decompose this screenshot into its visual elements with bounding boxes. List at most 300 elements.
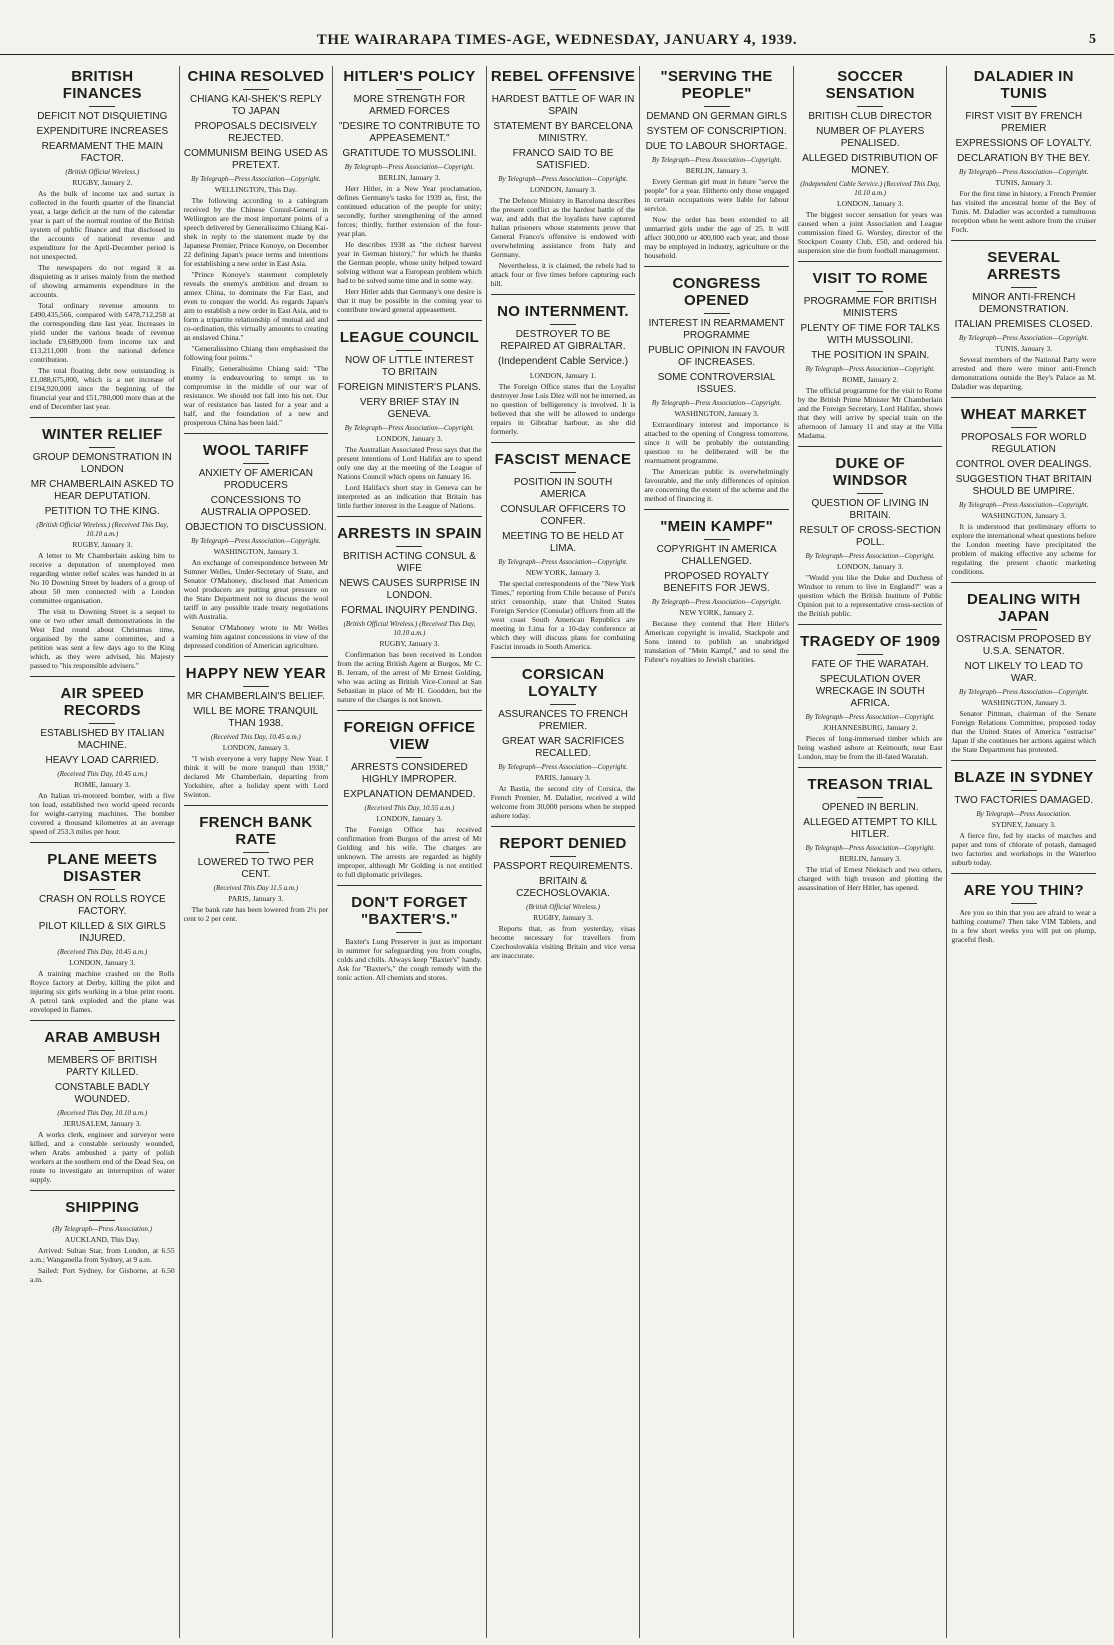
article-paragraph: Several members of the National Party were arrested and there were minor anti-French demonstrations outside the Bey's Palace as M. Daladier was departing. (951, 355, 1097, 391)
article-subheading: "DESIRE TO CONTRIBUTE TO APPEASEMENT." (338, 121, 481, 144)
article-paragraph: The following according to a cablegram received by the Chinese Consul-General in Wellington are the most important points of a speech delivered by Generalissimo Chiang Kai-shek in reply to the statement made by the Japanese Premier, Prince Konoye, on December 22 defining Japan's peace terms and intentions for establishing a new order in East Asia. (183, 196, 329, 268)
article-subheading: MINOR ANTI-FRENCH DEMONSTRATION. (972, 292, 1076, 315)
article-subheading: ESTABLISHED BY ITALIAN MACHINE. (40, 728, 165, 751)
article-credit: By Telegraph—Press Association—Copyright. (651, 399, 782, 407)
article-paragraph: The total floating debt now outstanding is £1,088,675,000, which is a net increase of £194,920,000 since the beginning of the financial year and £51,780,000 more than at the end of December last year. (30, 366, 175, 411)
article (951, 873, 1096, 944)
article-subheading: SUGGESTION THAT BRITAIN SHOULD BE UMPIRE. (955, 474, 1092, 497)
article-paragraph: Pieces of long-immersed timber which are being washed ashore at Keimouth, near East London, may be from the ill-fated Waratah. (797, 734, 943, 761)
article-headline: FOREIGN OFFICE VIEW (343, 719, 476, 753)
article-subheading: MEETING TO BE HELD AT LIMA. (502, 531, 624, 554)
article-headline: TREASON TRIAL (807, 776, 933, 793)
article-subheading: TWO FACTORIES DAMAGED. (954, 795, 1094, 806)
masthead (0, 28, 1114, 55)
headline-rule (1011, 903, 1037, 904)
article-subheading: CONSTABLE BADLY WOUNDED. (54, 1082, 150, 1105)
headline-rule (243, 89, 269, 90)
article-subheading: FOREIGN MINISTER'S PLANS. (337, 382, 481, 393)
headline-rule (396, 932, 422, 933)
article-dateline: ROME, January 3. (74, 780, 131, 789)
article-subheading: WILL BE MORE TRANQUIL THAN 1938. (193, 706, 319, 729)
headline-rule (89, 889, 115, 890)
article-subheading: HARDEST BATTLE OF WAR IN SPAIN (491, 94, 635, 117)
article-credit: By Telegraph—Press Association—Copyright. (805, 844, 935, 852)
article-subheading: COMMUNISM BEING USED AS PRETEXT. (183, 148, 328, 171)
article-paragraph: He describes 1938 as "the richest harvest year in German history," for which he thanks the German people, whose unity helped toward solving without war a European problem which had to be solved some time and in some way. (337, 240, 482, 285)
article-subheading: PETITION TO THE KING. (44, 506, 160, 517)
article-credit: By Telegraph—Press Association—Copyright. (651, 156, 782, 164)
article-subheading: DESTROYER TO BE REPAIRED AT GIBRALTAR. (500, 329, 626, 352)
column-3 (332, 66, 486, 1638)
article-headline: ARRESTS IN SPAIN (337, 525, 482, 542)
article-paragraph: For the first time in history, a French Premier has visited the ancestral home of the Bey of Tunis. M. Daladier was accorded a tumultuous reception when he went ashore from the cruiser Foch. (951, 189, 1097, 234)
article-subheading: ASSURANCES TO FRENCH PREMIER. (498, 709, 628, 732)
article-subheading: DUE TO LABOUR SHORTAGE. (645, 141, 788, 152)
headline-rule (243, 852, 269, 853)
article-dateline: BERLIN, January 3. (685, 166, 748, 175)
article-headline: SEVERAL ARRESTS (986, 249, 1061, 283)
article-headline: FASCIST MENACE (494, 451, 632, 468)
article-subheading: PROPOSALS FOR WORLD REGULATION (960, 432, 1087, 455)
article-subheading: SOME CONTROVERSIAL ISSUES. (657, 372, 776, 395)
article-paragraph: Extraordinary interest and importance is attached to the opening of Congress tomorrow, since it will be probably the outstanding question to be deliberated will be the rearmament programme. (644, 420, 789, 465)
article-dateline: NEW YORK, January 2. (679, 608, 754, 617)
article-paragraph: The Defence Ministry in Barcelona describes the present conflict as the hardest battle of the war, and adds that the loyalists have captured Italian prisoners whose statements prove that General Franco's offensive is endowed with overwhelming assistance from Italy and Germany. (490, 196, 636, 259)
masthead-title: THE WAIRARAPA TIMES-AGE, WEDNESDAY, JANUARY 4, 1939. (316, 32, 798, 48)
article-credit: By Telegraph—Press Association—Copyright. (805, 365, 935, 373)
article-dateline: NEW YORK, January 3. (525, 568, 601, 577)
article-subheading: CONTROL OVER DEALINGS. (955, 459, 1092, 470)
headline-rule (89, 723, 115, 724)
headline-rule (550, 324, 576, 325)
article-subheading: PASSPORT REQUIREMENTS. (493, 861, 633, 872)
article-paragraph: "Generalissimo Chiang then emphasised the following four points." (183, 344, 329, 362)
article-paragraph: "I wish everyone a very happy New Year. I think it will be more tranquil than 1938," declared Mr Chamberlain, departing from Yorkshire, after a holiday spent with Lord Swinton. (183, 754, 329, 799)
headline-rule (550, 856, 576, 857)
article-paragraph: Sailed: Port Sydney, for Gisborne, at 6.50 a.m. (30, 1266, 175, 1284)
article-dateline: LONDON, January 3. (376, 434, 443, 443)
article-dateline: JERUSALEM, January 3. (63, 1119, 142, 1128)
article-paragraph: The visit to Downing Street is a sequel to one or two other small demonstrations in the West End round about Christmas time, organised by the same committee, and a petition was sent a few days ago to the King which, as they were advised, his Majesty passed to "his responsible advisers." (30, 607, 175, 670)
article-credit: By Telegraph—Press Association—Copyright. (344, 424, 475, 432)
article (798, 624, 943, 761)
article (951, 240, 1096, 391)
article-paragraph: The special correspondents of the "New York Times," reporting from Chile because of Peru's strict censorship, state that United States Foreign Service (Consular) officers from all the west coast South American Republics are meeting in Lima for a 10-day conference at which they will discuss plans for combating Fascist inroads in South America. (490, 579, 636, 651)
article (951, 760, 1096, 867)
article-headline: HAPPY NEW YEAR (185, 665, 327, 682)
column-7 (946, 66, 1100, 1638)
article (491, 826, 636, 960)
article-headline: "SERVING THE PEOPLE" (660, 68, 773, 102)
article-paragraph: Finally, Generalissimo Chiang said: "The enemy is endeavouring to tempt us to compromise in the middle of our war of resistance. We should not fall into his net. Our war of resistance has lasted for a year and a half, and the foundation of a new and prosperous China has been laid." (183, 364, 329, 427)
article-paragraph: The bank rate has been lowered from 2½ per cent to 2 per cent. (183, 905, 329, 923)
article-credit: By Telegraph—Press Association—Copyright. (191, 537, 321, 545)
article-credit: By Telegraph—Press Association—Copyright. (498, 558, 628, 566)
headline-rule (704, 539, 730, 540)
article-headline: TRAGEDY OF 1909 (800, 633, 941, 650)
article-headline: REBEL OFFENSIVE (490, 68, 636, 85)
article-paragraph: "Would you like the Duke and Duchess of Windsor to return to live in England?" was a question which the British Institute of Public Opinion put to a representative cross-section of the British public. (797, 573, 943, 618)
article-subheading: SPECULATION OVER WRECKAGE IN SOUTH AFRICA. (815, 674, 925, 709)
article-paragraph: Confirmation has been received in London from the acting British Agent at Burgos, Mr C. B. Jerram, of the arrest of Mr Ernest Golding, who was acting as British Vice-Consul at San Sebastian in place of Mr H. Goodden, but the nature of the charges is not known. (337, 650, 482, 704)
article-subheading: DECLARATION BY THE BEY. (957, 153, 1091, 164)
article-paragraph: The official programme for the visit to Rome by the British Prime Minister Mr Chamberlain and the Foreign Secretary, Lord Halifax, shows that they will arrive by special train on the afternoon of January 11 and stay at the Villa Madama. (797, 386, 943, 440)
headline-rule (1011, 790, 1037, 791)
article-dateline: RUGBY, January 3. (72, 540, 133, 549)
article (798, 446, 943, 618)
headline-rule (704, 106, 730, 107)
article-subheading: PROGRAMME FOR BRITISH MINISTERS (803, 296, 937, 319)
article-dateline: SYDNEY, January 3. (991, 820, 1056, 829)
article-dateline: AUCKLAND, This Day. (64, 1235, 140, 1244)
article-subheading: EXPLANATION DEMANDED. (343, 789, 476, 800)
headline-rule (1011, 427, 1037, 428)
article-paragraph: Total ordinary revenue amounts to £490,435,566, compared with £478,712,258 at the corresponding date last year. Increases in yield under the various heads of revenue include £9,689,000 from income tax and £13,211,000 from the national defence contribution. (30, 301, 175, 364)
article (798, 767, 943, 892)
article-subheading: ITALIAN PREMISES CLOSED. (954, 319, 1093, 330)
column-4 (486, 66, 640, 1638)
headline-rule (550, 89, 576, 90)
article-subheading: OSTRACISM PROPOSED BY U.S.A. SENATOR. (956, 634, 1092, 657)
article-headline: REPORT DENIED (499, 835, 627, 852)
article (30, 68, 175, 411)
article-dateline: TUNIS, January 3. (995, 178, 1053, 187)
article-subheading: DEFICIT NOT DISQUIETING (37, 111, 168, 122)
article (184, 805, 329, 923)
article-headline: AIR SPEED RECORDS (60, 685, 145, 719)
article-dateline: BERLIN, January 3. (378, 173, 441, 182)
article-headline: DUKE OF WINDSOR (832, 455, 908, 489)
article-dateline: PARIS, January 3. (228, 894, 284, 903)
article-subheading: PUBLIC OPINION IN FAVOUR OF INCREASES. (648, 345, 786, 368)
article-paragraph: Every German girl must in future "serve the people" for a year. Hitherto only those engaged in certain occupations were liable for labour service. (644, 177, 789, 213)
article-credit: (Received This Day, 10.45 a.m.) (57, 770, 148, 778)
article-paragraph: Senator O'Mahoney wrote to Mr Welles warning him against concessions in view of the depressed condition of American agriculture. (183, 623, 329, 650)
article-paragraph: Herr Hitler adds that Germany's one desire is that it may be possible in the coming year to contribute toward general appeasement. (337, 287, 482, 314)
article-credit: By Telegraph—Press Association—Copyright. (191, 175, 321, 183)
article-subheading: FRANCO SAID TO BE SATISFIED. (512, 148, 614, 171)
article-credit: By Telegraph—Press Association—Copyright. (651, 598, 782, 606)
headline-rule (857, 654, 883, 655)
article-subheading: STATEMENT BY BARCELONA MINISTRY. (493, 121, 633, 144)
headline-rule (550, 472, 576, 473)
article-paragraph: A training machine crashed on the Rolls Royce factory at Derby, killing the pilot and injuring six girls working in a blue print room. A petrol tank exploded and the plane was enveloped in flames. (30, 969, 175, 1014)
article (798, 68, 943, 255)
article-paragraph: Nevertheless, it is claimed, the rebels had to attack four or five times before capturing each hill. (490, 261, 636, 288)
article-subheading: ANXIETY OF AMERICAN PRODUCERS (198, 468, 314, 491)
article-paragraph: The American public is overwhelmingly favourable, and the only differences of opinion are concerning the extent of the scheme and the method of financing it. (644, 467, 789, 503)
article-paragraph: An Italian tri-motored bomber, with a five ton load, established two world speed records for weight-carrying machines. The bomber covered a thousand kilometres at an average speed of 253.3 miles per hour. (30, 791, 175, 836)
article-paragraph: Arrived: Sultan Star, from London, at 6.55 a.m.; Wanganella from Sydney, at 9 a.m. (30, 1246, 175, 1264)
article-subheading: (Independent Cable Service.) (497, 356, 629, 367)
article-credit: (Received This Day, 10.55 a.m.) (364, 804, 455, 812)
article (644, 266, 789, 503)
article-subheading: PROPOSED ROYALTY BENEFITS FOR JEWS. (663, 571, 770, 594)
article-credit: By Telegraph—Press Association. (976, 810, 1072, 818)
headline-rule (704, 313, 730, 314)
article-subheading: ALLEGED ATTEMPT TO KILL HITLER. (803, 817, 938, 840)
article-headline: PLANE MEETS DISASTER (47, 851, 158, 885)
headline-rule (857, 493, 883, 494)
article-headline: CHINA RESOLVED (187, 68, 325, 85)
article-headline: NO INTERNMENT. (497, 303, 629, 320)
article-headline: BRITISH FINANCES (62, 68, 142, 102)
article-dateline: LONDON, January 3. (222, 743, 289, 752)
article-dateline: WASHINGTON, January 3. (981, 698, 1066, 707)
article-headline: WHEAT MARKET (960, 406, 1087, 423)
article-credit: By Telegraph—Press Association—Copyright. (805, 552, 935, 560)
article-headline: ARAB AMBUSH (44, 1029, 161, 1046)
article-subheading: EXPRESSIONS OF LOYALTY. (955, 138, 1092, 149)
article-subheading: CONSULAR OFFICERS TO CONFER. (500, 504, 626, 527)
article-paragraph: Now the order has been extended to all unmarried girls under the age of 25. It will affect 300,000 or 400,000 each year, and those may be employed in industry, agriculture or the household. (644, 215, 789, 260)
article-subheading: NEWS CAUSES SURPRISE IN LONDON. (339, 578, 480, 601)
article-paragraph: Lord Halifax's short stay in Geneva can be interpreted as an indication that Britain has little further interest in the League of Nations. (337, 483, 482, 510)
column-6 (793, 66, 947, 1638)
article-paragraph: "Prince Konoye's statement completely reveals the enemy's ambition and dream to annex China, to dominate the Far East, and even to conquer the world. As regards Japan's aim to establish a new order in East Asia, and to form a tripartite relationship of mutual aid and co-ordination, this virtually amounts to creating an enslaved China." (183, 270, 329, 342)
headline-rule (396, 757, 422, 758)
article (184, 68, 329, 427)
article-dateline: PARIS, January 3. (535, 773, 591, 782)
article (951, 397, 1096, 576)
article-paragraph: An exchange of correspondence between Mr Sumner Welles, Under-Secretary of State, and Senator O'Mahoney, disclosed that American wool producers are putting great pressure on the State Department not to discuss the wool tariff in any possible trade treaty negotiations with Australia. (183, 558, 329, 621)
article (30, 417, 175, 670)
article-paragraph: The Foreign Office has received confirmation from Burgos of the arrest of Mr Golding and his wife. The charges are unknown. The arrests are regarded as highly improper, although Mr Golding is not entitled to full diplomatic privileges. (337, 825, 482, 879)
article-subheading: GROUP DEMONSTRATION IN LONDON (32, 452, 172, 475)
article-credit: (Received This Day 11.5 a.m.) (213, 884, 299, 892)
headline-rule (1011, 629, 1037, 630)
article-subheading: GREAT WAR SACRIFICES RECALLED. (501, 736, 625, 759)
article-credit: (British Official Wireless.) (526, 903, 600, 911)
headline-rule (89, 1220, 115, 1221)
article-credit: (By Telegraph—Press Association.) (52, 1225, 153, 1233)
article-subheading: ALLEGED DISTRIBUTION OF MONEY. (802, 153, 939, 176)
article-subheading: MORE STRENGTH FOR ARMED FORCES (353, 94, 466, 117)
article (491, 442, 636, 651)
article-credit: (Received This Day, 10.10 a.m.) (57, 1109, 148, 1117)
article-paragraph: The trial of Ernest Niekisch and two others, charged with high treason and plotting the assassination of Herr Hitler, has opened. (797, 865, 943, 892)
article-subheading: DEMAND ON GERMAN GIRLS (646, 111, 787, 122)
article-credit: (British Official Wireless.) (Received This Day, 10.10 a.m.) (36, 521, 169, 538)
article-headline: WINTER RELIEF (42, 426, 163, 443)
headline-rule (857, 291, 883, 292)
article-credit: (Received This Day, 10.45 a.m.) (210, 733, 301, 741)
article-dateline: RUGBY, January 3. (533, 913, 593, 922)
headline-rule (89, 1050, 115, 1051)
article-headline: BLAZE IN SYDNEY (954, 769, 1094, 786)
article-paragraph: A works clerk, engineer and surveyor were killed, and a constable seriously wounded, when Arabs ambushed a party of polish workers at the southern end of the Dead Sea, on route to investigate an interruption of water supply. (30, 1130, 175, 1184)
article-credit: By Telegraph—Press Association—Copyright. (959, 334, 1089, 342)
headline-rule (243, 686, 269, 687)
article-dateline: JOHANNESBURG, January 2. (823, 723, 918, 732)
article-subheading: HEAVY LOAD CARRIED. (45, 755, 160, 766)
article-credit: (Received This Day, 10.45 a.m.) (57, 948, 148, 956)
article-subheading: COPYRIGHT IN AMERICA CHALLENGED. (656, 544, 777, 567)
article-headline: SHIPPING (65, 1199, 140, 1216)
article-credit: By Telegraph—Press Association—Copyright. (498, 763, 628, 771)
headline-rule (550, 704, 576, 705)
article-subheading: POSITION IN SOUTH AMERICA (513, 477, 613, 500)
article-dateline: BERLIN, January 3. (839, 854, 901, 863)
column-5 (639, 66, 793, 1638)
article-dateline: LONDON, January 3. (837, 199, 904, 208)
article-dateline: WASHINGTON, January 3. (981, 511, 1066, 520)
article-paragraph: The Australian Associated Press says that the present intentions of Lord Halifax are to spend only one day at the meeting of the League of Nations Council which opens on January 16. (337, 445, 482, 481)
headline-rule (1011, 106, 1037, 107)
article-subheading: FIRST VISIT BY FRENCH PREMIER (965, 111, 1083, 134)
article-paragraph: The newspapers do not regard it as disquieting as it arises mainly from the method of showing armaments expenditure in the accounts. (30, 263, 175, 299)
article-paragraph: Reports that, as from yesterday, visas become necessary for travellers from Czechoslovakia visiting Britain and vice versa are inaccurate. (490, 924, 636, 960)
article-dateline: LONDON, January 3. (376, 814, 443, 823)
article (644, 68, 789, 260)
article-dateline: WASHINGTON, January 3. (213, 547, 299, 556)
headline-rule (857, 106, 883, 107)
article-paragraph: Because they contend that Herr Hitler's American copyright is invalid, Stackpole and Sons intend to publish an unabridged translation of "Mein Kampf," and to send the Fuhrer's royalties to Jewish charities. (644, 619, 789, 664)
article (337, 516, 482, 704)
article-subheading: PROPOSALS DECISIVELY REJECTED. (194, 121, 318, 144)
article-subheading: FATE OF THE WARATAH. (811, 659, 929, 670)
article (798, 261, 943, 440)
article-subheading: NOW OF LITTLE INTEREST TO BRITAIN (344, 355, 474, 378)
article-subheading: PILOT KILLED & SIX GIRLS INJURED. (38, 921, 166, 944)
article-subheading: FORMAL INQUIRY PENDING. (341, 605, 478, 616)
article-paragraph: As the bulk of income tax and surtax is collected in the fourth quarter of the financial year, a large deficit at the turn of the calendar year is part of the normal routine of the British system of public finance and that disclosed in the accounts of national revenue and expenditure for the April-December period is not unexpected. (30, 189, 175, 261)
article-dateline: WELLINGTON, This Day. (214, 185, 297, 194)
article-subheading: THE POSITION IN SPAIN. (811, 350, 930, 361)
column-1 (26, 66, 179, 1638)
article-subheading: REARMAMENT THE MAIN FACTOR. (41, 141, 163, 164)
article-dateline: LONDON, January 3. (69, 958, 136, 967)
article-subheading: MEMBERS OF BRITISH PARTY KILLED. (47, 1055, 158, 1078)
article-headline: FRENCH BANK RATE (199, 814, 313, 848)
article-dateline: LONDON, January 1. (529, 371, 597, 380)
article-headline: "MEIN KAMPF" (660, 518, 774, 535)
article-paragraph: Baxter's Lung Preserver is just as important in summer for safeguarding you from coughs, colds and chills. Always keep "Baxter's" handy. Ask for "Baxter's," the cough remedy with the tonic action. All chemists and stores. (337, 937, 482, 982)
article-paragraph: At Bastia, the second city of Corsica, the French Premier, M. Daladier, received a wild welcome from 30,000 persons when he stepped ashore today. (490, 784, 636, 820)
article-headline: DALADIER IN TUNIS (973, 68, 1074, 102)
article-subheading: OPENED IN BERLIN. (821, 802, 919, 813)
article-credit: (British Official Wireless.) (Received This Day, 10.10 a.m.) (343, 620, 476, 637)
article-paragraph: The biggest soccer sensation for years was caused when a joint Association and League commission fined G. Worsley, director of the Stockport County Club, £50, and ordered his suspension sine die from football management. (797, 210, 943, 255)
article-paragraph: Herr Hitler, in a New Year proclamation, defines Germany's tasks for 1939 as, first, the continued education of the people for unity; secondly, further strengthening of the armed forces; thirdly, further extension of the four-year plan. (337, 184, 482, 238)
article-paragraph: The Foreign Office states that the Loyalist destroyer Jose Luis Diez will not be interned, as no question of belligerency is involved. It is believed that she will be allowed to undergo repairs in Gibraltar harbour, as she did formerly. (490, 382, 636, 436)
article-credit: (Independent Cable Service.) (Received This Day, 10.10 a.m.) (800, 180, 941, 197)
article-subheading: CHIANG KAI-SHEK'S REPLY TO JAPAN (189, 94, 322, 117)
article (184, 433, 329, 650)
article-subheading: PLENTY OF TIME FOR TALKS WITH MUSSOLINI. (800, 323, 940, 346)
page-number: 5 (1089, 32, 1096, 47)
headline-rule (396, 546, 422, 547)
article-subheading: BRITISH CLUB DIRECTOR (808, 111, 933, 122)
headline-rule (1011, 287, 1037, 288)
article-credit: (British Official Wireless.) (65, 168, 140, 176)
headline-rule (89, 447, 115, 448)
article-credit: By Telegraph—Press Association—Copyright. (805, 713, 935, 721)
article-credit: By Telegraph—Press Association—Copyright. (959, 688, 1089, 696)
article-subheading: ARRESTS CONSIDERED HIGHLY IMPROPER. (351, 762, 468, 785)
article-subheading: BRITISH ACTING CONSUL & WIFE (342, 551, 476, 574)
article (184, 656, 329, 799)
article-subheading: BRITAIN & CZECHOSLOVAKIA. (516, 876, 610, 899)
article-subheading: NOT LIKELY TO LEAD TO WAR. (964, 661, 1083, 684)
article (337, 68, 482, 314)
article-subheading: VERY BRIEF STAY IN GENEVA. (359, 397, 459, 420)
article-credit: By Telegraph—Press Association—Copyright. (959, 501, 1089, 509)
article-headline: LEAGUE COUNCIL (339, 329, 480, 346)
article-headline: CORSICAN LOYALTY (521, 666, 605, 700)
article-headline: VISIT TO ROME (812, 270, 928, 287)
article-headline: CONGRESS OPENED (672, 275, 761, 309)
article-dateline: WASHINGTON, January 3. (674, 409, 759, 418)
article-subheading: EXPENDITURE INCREASES (36, 126, 169, 137)
article-columns (26, 66, 1100, 1638)
article-subheading: QUESTION OF LIVING IN BRITAIN. (811, 498, 929, 521)
headline-rule (89, 106, 115, 107)
article-headline: SOCCER SENSATION (825, 68, 915, 102)
article-subheading: CONCESSIONS TO AUSTRALIA OPPOSED. (200, 495, 311, 518)
headline-rule (396, 89, 422, 90)
article-dateline: LONDON, January 3. (529, 185, 597, 194)
article-paragraph: A letter to Mr Chamberlain asking him to receive a deputation of unemployed men regarding winter relief scales was handed in at No 10 Downing Street by leaders of a group of about 50 men connected with a London committee organisation. (30, 551, 175, 605)
headline-rule (243, 463, 269, 464)
headline-rule (857, 797, 883, 798)
article (491, 68, 636, 288)
article (951, 68, 1096, 234)
article-credit: By Telegraph—Press Association—Copyright. (959, 168, 1089, 176)
article-headline: ARE YOU THIN? (963, 882, 1084, 899)
column-2 (179, 66, 333, 1638)
article-headline: WOOL TARIFF (202, 442, 309, 459)
article (644, 509, 789, 664)
article-subheading: SYSTEM OF CONSCRIPTION. (646, 126, 787, 137)
article-paragraph: Senator Pittman, chairman of the Senate Foreign Relations Committee, proposed today that the United States of America "ostracise" Japan if she continues her actions against which the State Department has protested. (951, 709, 1097, 754)
article-subheading: LOWERED TO TWO PER CENT. (197, 857, 314, 880)
article (30, 676, 175, 836)
article-dateline: RUGBY, January 2. (72, 178, 133, 187)
article-subheading: CRASH ON ROLLS ROYCE FACTORY. (38, 894, 166, 917)
article (30, 842, 175, 1014)
article-subheading: GRATITUDE TO MUSSOLINI. (342, 148, 477, 159)
headline-rule (396, 350, 422, 351)
article (30, 1190, 175, 1284)
article-headline: DEALING WITH JAPAN (966, 591, 1081, 625)
article-subheading: OBJECTION TO DISCUSSION. (185, 522, 327, 533)
article-paragraph: A fierce fire, fed by stacks of matches and paper and tons of chlorate of potash, damaged two factories and workshops in the Waterloo suburb today. (951, 831, 1097, 867)
article-dateline: RUGBY, January 3. (379, 639, 440, 648)
article-dateline: ROME, January 2. (842, 375, 899, 384)
article-paragraph: It is understood that preliminary efforts to explore the international wheat questions before the London meeting have precipitated the problem of making effective any scheme for regulating the present chaotic marketing conditions. (951, 522, 1097, 576)
article-dateline: LONDON, January 3. (837, 562, 904, 571)
article (30, 1020, 175, 1184)
article-subheading: MR CHAMBERLAIN ASKED TO HEAR DEPUTATION. (30, 479, 174, 502)
article-dateline: TUNIS, January 3. (995, 344, 1053, 353)
article (337, 885, 482, 982)
article (337, 320, 482, 510)
article (491, 657, 636, 820)
article (491, 294, 636, 436)
article (951, 582, 1096, 754)
article-credit: By Telegraph—Press Association—Copyright. (344, 163, 475, 171)
article-paragraph: Are you so thin that you are afraid to wear a bathing costume? Then take VIM Tablets, and in a few short weeks you will put on plump, graceful flesh. (951, 908, 1097, 944)
article-headline: HITLER'S POLICY (343, 68, 476, 85)
article (337, 710, 482, 879)
article-subheading: MR CHAMBERLAIN'S BELIEF. (186, 691, 325, 702)
article-headline: DON'T FORGET "BAXTER'S." (351, 894, 468, 928)
article-subheading: RESULT OF CROSS-SECTION POLL. (799, 525, 941, 548)
article-subheading: NUMBER OF PLAYERS PENALISED. (816, 126, 925, 149)
article-subheading: INTEREST IN REARMAMENT PROGRAMME (648, 318, 785, 341)
article-credit: By Telegraph—Press Association—Copyright. (498, 175, 628, 183)
